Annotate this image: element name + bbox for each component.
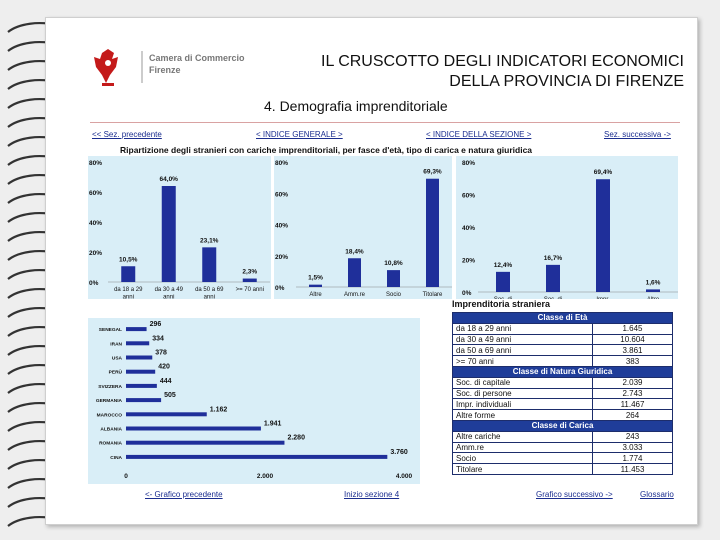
table-section-header [453,420,673,431]
nationality-bar-chart [88,318,420,484]
legal-form-bar-chart [456,156,678,299]
y-tick-label: 20% [275,253,289,261]
bar [348,258,361,287]
data-label: 10,8% [384,260,403,268]
row-label: Soc. di persone [453,388,593,399]
data-label: 1.941 [263,420,282,428]
bar [309,285,322,287]
x-tick-label: 4.000 [395,473,413,480]
data-label: 334 [152,335,164,343]
row-value: 3.861 [593,345,673,356]
bar [387,270,400,287]
x-tick-label: 0 [124,473,128,480]
y-tick-label: ALBANIA [100,427,122,433]
x-tick-label: 2.000 [256,473,274,480]
x-tick-label: Amm.re [344,292,365,298]
data-label: 1,6% [645,279,661,287]
x-tick-label [647,297,660,299]
data-label: 23,1% [200,237,219,245]
prev-section-link[interactable]: << Sez. precedente [92,130,162,139]
bar [202,247,216,282]
data-label: 1.162 [209,406,228,414]
y-tick-label: GERMANIA [95,399,122,405]
row-value: 1.645 [593,323,673,334]
y-tick-label: 20% [462,257,476,265]
table-row [453,464,673,475]
x-tick-label: anni [163,294,175,299]
bar [126,341,149,345]
bar [126,370,155,374]
title-line-2: DELLA PROVINCIA DI FIRENZE [449,73,684,90]
data-label: 296 [149,321,162,329]
row-value: 2.743 [593,388,673,399]
bar [126,441,284,445]
section-header-cell: Classe di Natura Giuridica [453,366,673,377]
y-tick-label: SVIZZERA [98,384,122,390]
table-row [453,323,673,334]
data-label: 18,4% [345,248,364,256]
data-label: 505 [164,392,176,400]
data-label: 10,5% [119,256,138,264]
row-label: da 30 a 49 anni [453,334,593,345]
title-line-1: IL CRUSCOTTO DEGLI INDICATORI ECONOMICI [321,53,684,70]
row-value: 2.039 [593,377,673,388]
bar [243,279,257,282]
x-tick-label [596,297,610,299]
page-title [250,52,684,92]
next-section-link[interactable]: Sez. successiva -> [604,130,671,139]
table-row [453,345,673,356]
row-value: 3.033 [593,442,673,453]
y-tick-label: 0% [89,280,99,287]
header-divider [90,122,680,123]
y-tick-label: PERÙ [108,370,122,376]
bar [126,356,152,360]
y-tick-label: 20% [89,250,103,257]
y-tick-label: CINA [110,455,122,461]
nationality-chart-panel [88,318,420,484]
table-row [453,356,673,367]
table-caption: Imprenditoria straniera [452,299,551,309]
data-label: 64,0% [159,176,178,183]
y-tick-label: 60% [89,190,103,197]
table-row [453,431,673,442]
section-header-cell: Classe di Carica [453,420,673,431]
y-tick-label: ROMANIA [99,441,122,447]
data-label: 378 [155,349,167,357]
y-tick-label: MAROCCO [96,413,122,419]
role-chart-panel [274,156,452,299]
data-label: 2,3% [242,268,258,276]
logo-line-2: Firenze [149,65,181,75]
logo-text [149,52,245,76]
bar [126,398,161,402]
bar [126,412,207,416]
row-value: 243 [593,431,673,442]
y-tick-label: IRAN [110,342,122,348]
glossary-link[interactable]: Glossario [640,490,674,499]
x-tick-label: >= 70 anni [235,287,264,293]
data-label: 3.760 [390,448,408,456]
data-label: 1,5% [308,274,323,282]
data-label: 69,3% [423,168,442,176]
x-tick-label: da 18 a 29 [114,287,143,293]
y-tick-label: USA [111,356,122,362]
y-tick-label: 80% [89,160,103,167]
legal-form-chart-panel [456,156,678,299]
y-tick-label: 60% [462,192,476,200]
data-label: 69,4% [593,169,613,177]
section-start-link[interactable]: Inizio sezione 4 [344,490,400,499]
data-label: 12,4% [493,261,513,269]
y-tick-label: 60% [275,191,289,199]
bar [426,179,439,287]
table-row [453,453,673,464]
row-label: Amm.re [453,442,593,453]
y-tick-label: 80% [275,160,289,167]
data-label: 444 [159,377,172,385]
x-tick-label: da 30 a 49 [154,287,183,293]
general-index-link[interactable]: < INDICE GENERALE > [256,130,343,139]
data-label: 2.280 [287,434,305,442]
row-value: 383 [593,356,673,367]
x-tick-label: da 50 a 69 [195,287,224,293]
bar [126,384,157,388]
bar [646,289,660,292]
y-tick-label: 40% [89,220,103,227]
table-row [453,377,673,388]
bar [496,272,510,292]
row-label: da 18 a 29 anni [453,323,593,334]
row-label: da 50 a 69 anni [453,345,593,356]
bar [126,327,147,331]
age-bar-chart [88,156,271,299]
x-tick-label: Altre [309,292,322,298]
table-row [453,410,673,421]
foreign-entrepreneurs-table [452,312,673,475]
bar [126,455,387,459]
row-label: Impr. individuali [453,399,593,410]
table-row [453,399,673,410]
row-value: 10.604 [593,334,673,345]
row-label: >= 70 anni [453,356,593,367]
row-label: Altre forme [453,410,593,421]
row-label: Socio [453,453,593,464]
y-tick-label: 40% [462,225,476,232]
prev-chart-link[interactable]: <- Grafico precedente [145,490,223,499]
row-value: 264 [593,410,673,421]
role-bar-chart [274,156,452,299]
row-value: 11.453 [593,464,673,475]
logo-line-1: Camera di Commercio [149,53,245,63]
chart-title: Ripartizione degli stranieri con cariche imprenditoriali, per fasce d'età, tipo di carica e natura giuridica [120,145,533,155]
bar [121,266,135,282]
table-section-header [453,313,673,324]
table-row [453,442,673,453]
x-tick-label: anni [122,294,134,299]
row-label: Soc. di capitale [453,377,593,388]
row-label: Altre cariche [453,431,593,442]
y-tick-label: 40% [275,222,289,230]
y-tick-label: 0% [462,290,472,297]
table-row [453,388,673,399]
data-label: 16,7% [543,254,563,262]
y-tick-label: SENEGAL [98,328,122,334]
section-header-cell: Classe di Età [453,313,673,324]
row-value: 1.774 [593,453,673,464]
table-section-header [453,366,673,377]
x-tick-label: Titolare [422,292,443,298]
section-title: 4. Demografia imprenditoriale [264,98,448,114]
section-index-link[interactable]: < INDICE DELLA SEZIONE > [426,130,532,139]
y-tick-label: 80% [462,160,476,167]
age-chart-panel [88,156,271,299]
x-tick-label: Socio [385,292,402,298]
x-tick-label: anni [203,294,215,299]
row-value: 11.467 [593,399,673,410]
y-tick-label: 0% [275,285,285,292]
table-row [453,334,673,345]
data-label: 420 [158,363,170,371]
next-chart-link[interactable]: Grafico successivo -> [536,490,613,499]
row-label: Titolare [453,464,593,475]
bar [162,186,176,282]
bar [596,179,610,292]
bar [546,265,560,292]
bar [126,427,261,431]
